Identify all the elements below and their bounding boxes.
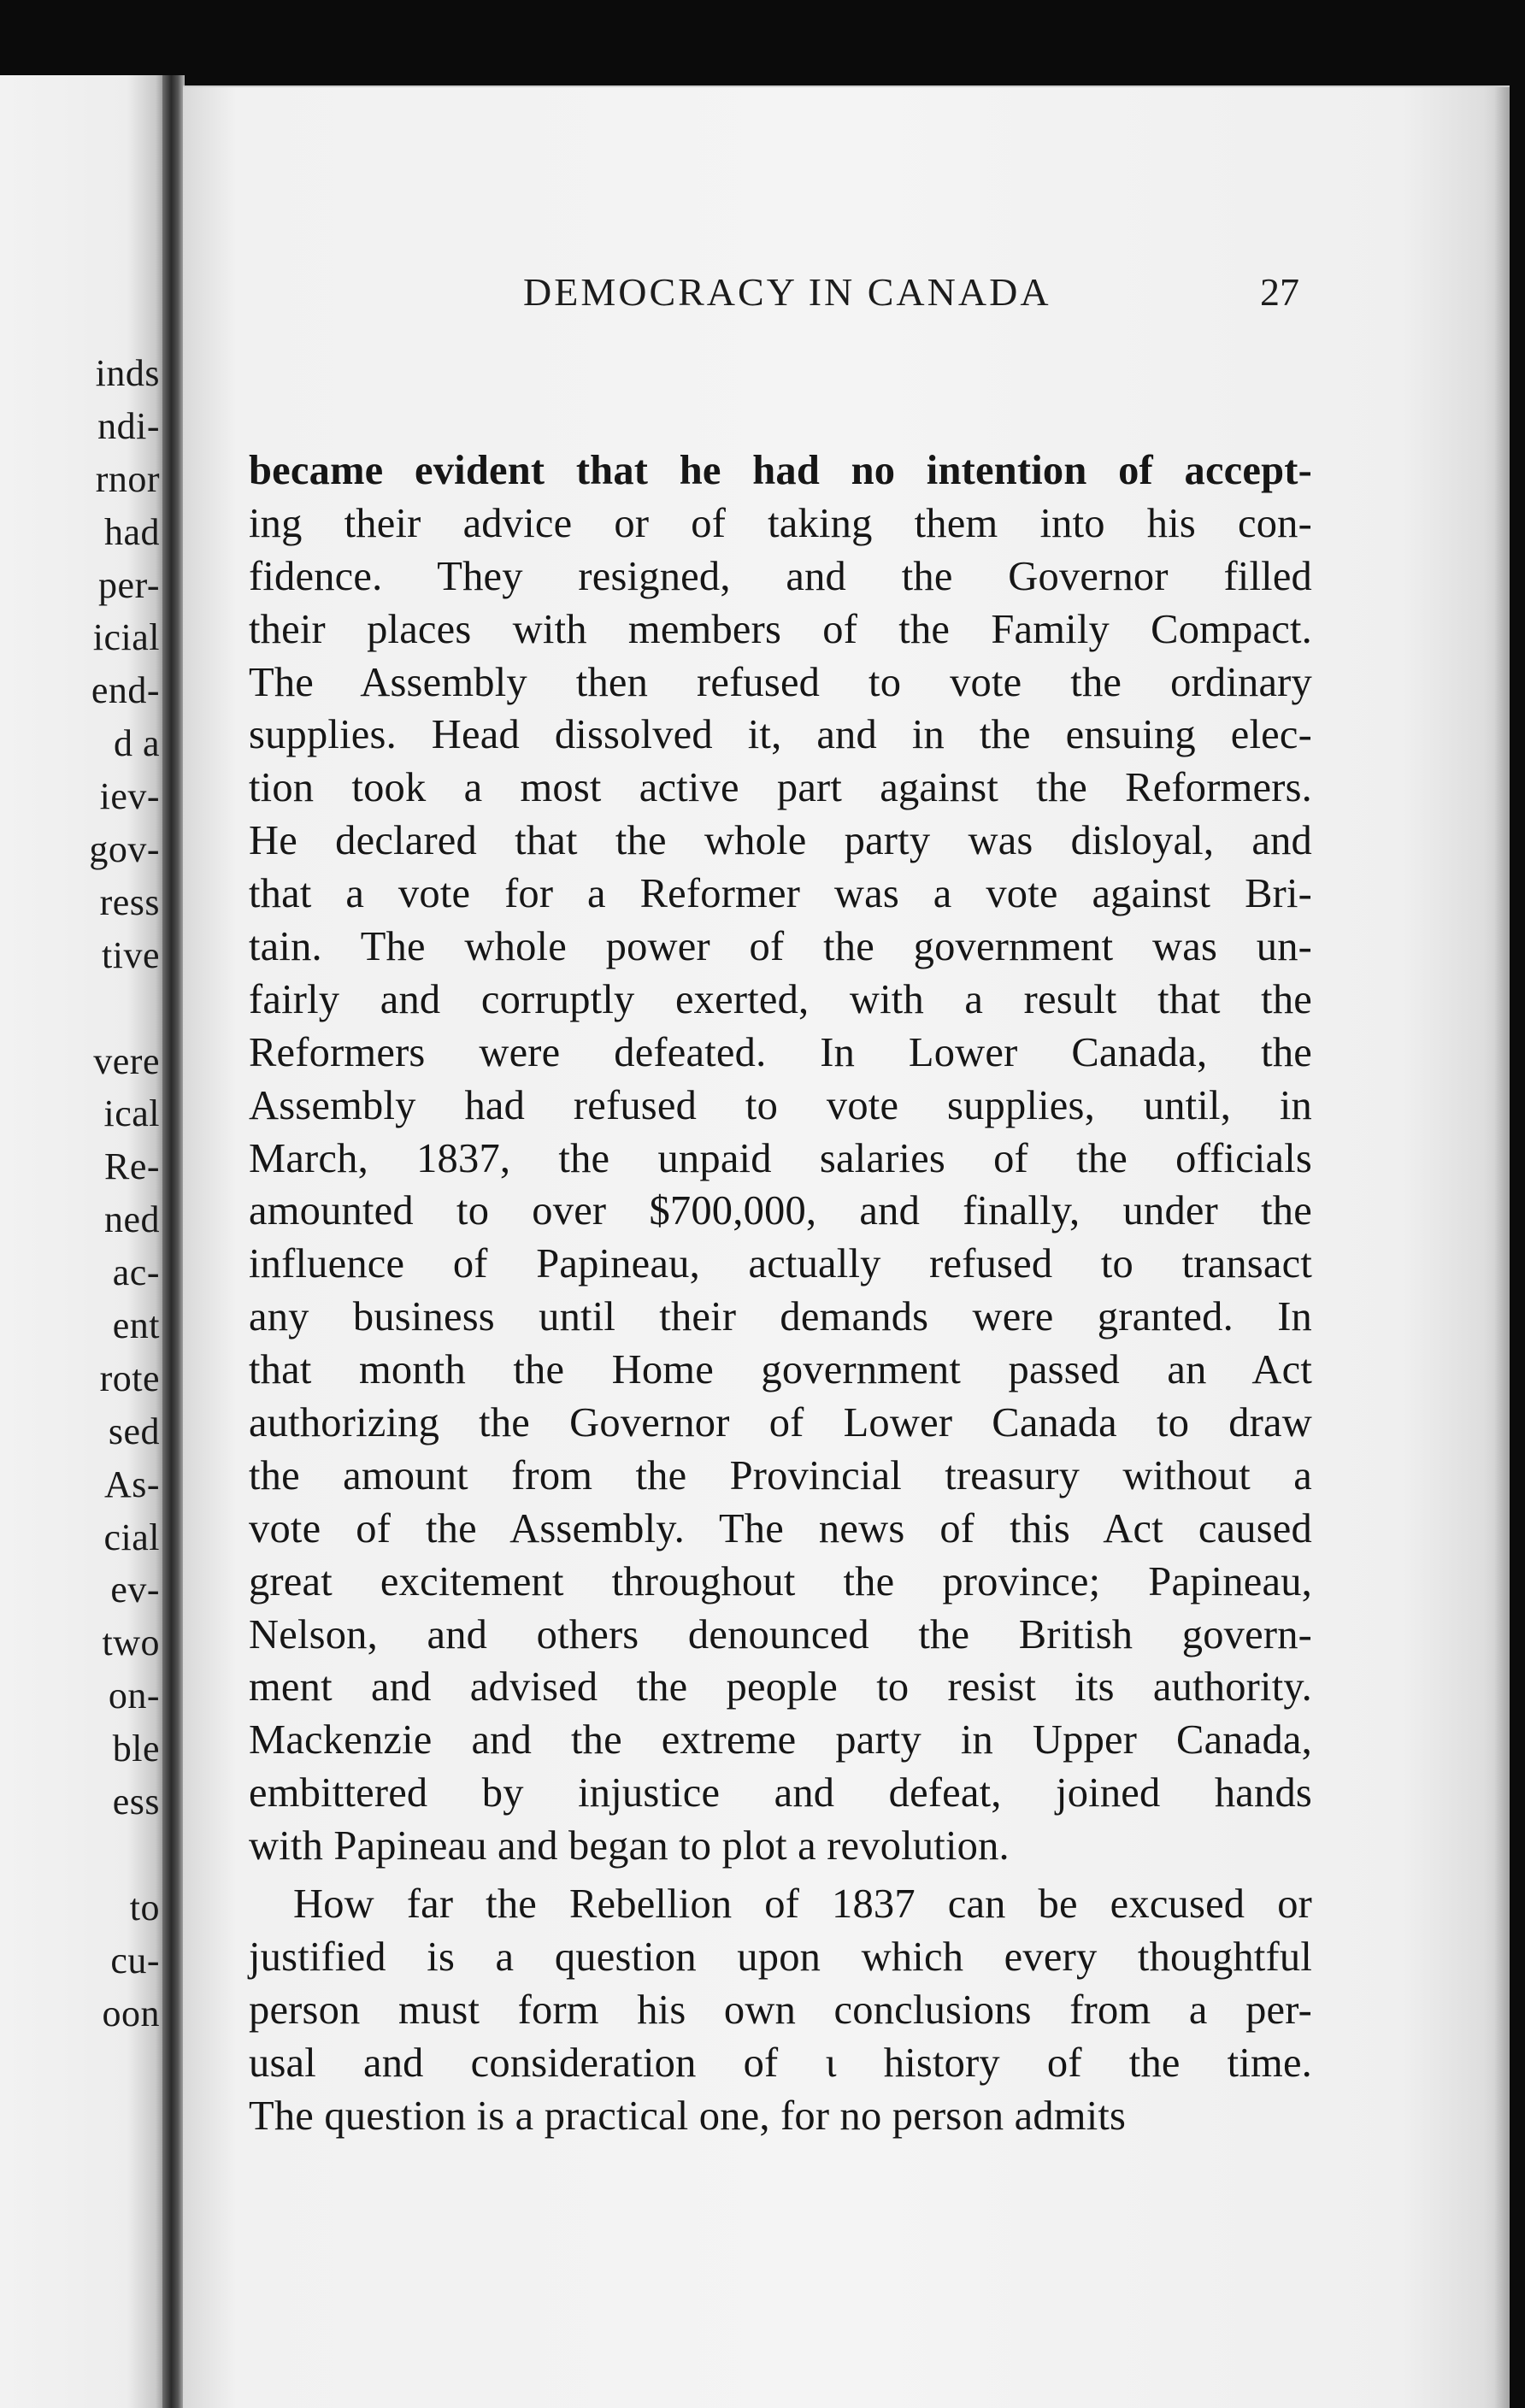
facing-page-fragment: two <box>102 1622 160 1664</box>
text-line: supplies. Head dissolved it, and in the ensuing elec- <box>249 712 1312 758</box>
text-line: fidence. They resigned, and the Governor filled <box>249 553 1312 599</box>
text-line: authorizing the Governor of Lower Canada to draw <box>249 1400 1312 1446</box>
facing-page-fragment: on- <box>108 1675 160 1717</box>
running-head-title: DEMOCRACY IN CANADA <box>523 270 1051 314</box>
facing-page-fragment: As- <box>103 1463 160 1505</box>
text-line: their places with members of the Family Compact. <box>249 606 1312 652</box>
facing-page-fragment: rote <box>99 1357 160 1399</box>
facing-page-fragment: ical <box>103 1092 160 1135</box>
text-line: The Assembly then refused to vote the ordinary <box>249 659 1312 705</box>
text-line: March, 1837, the unpaid salaries of the officials <box>249 1135 1312 1181</box>
text-line: usal and consideration of ι history of the time. <box>249 2040 1312 2086</box>
text-line: Reformers were defeated. In Lower Canada, the <box>249 1029 1312 1075</box>
book-gutter <box>162 75 185 2408</box>
text-line: that a vote for a Reformer was a vote against Bri- <box>249 871 1312 917</box>
facing-page-fragment: rnor <box>95 457 160 500</box>
facing-page-fragment: oon <box>102 1992 160 2034</box>
text-line: fairly and corruptly exerted, with a result that the <box>249 976 1312 1022</box>
text-line: Assembly had refused to vote supplies, until, in <box>249 1082 1312 1128</box>
text-line: the amount from the Provincial treasury without a <box>249 1452 1312 1498</box>
text-line: person must form his own conclusions from a per- <box>249 1987 1312 2033</box>
facing-page-fragment: ess <box>112 1781 160 1823</box>
facing-page-fragment: cu- <box>110 1939 160 1981</box>
text-line: How far the Rebellion of 1837 can be excused or <box>293 1881 1312 1928</box>
facing-page-fragment: tive <box>102 933 160 976</box>
facing-page-fragment: per- <box>98 563 160 606</box>
running-head <box>183 267 1510 318</box>
facing-page-text-fragments <box>0 347 167 2040</box>
facing-page-fragment: ent <box>112 1304 160 1347</box>
facing-page-fragment: ble <box>112 1728 160 1770</box>
text-line: any business until their demands were granted. In <box>249 1294 1312 1340</box>
text-line: The question is a practical one, for no person admits <box>249 2093 1127 2139</box>
text-line: Nelson, and others denounced the British govern- <box>249 1611 1312 1657</box>
facing-page-fragment: gov- <box>89 828 160 871</box>
facing-page-fragment: vere <box>93 1039 160 1082</box>
facing-page-fragment: ev- <box>110 1569 160 1611</box>
facing-page-fragment: inds <box>95 352 160 394</box>
text-line: great excitement throughout the province; Papineau, <box>249 1558 1312 1604</box>
text-line: influence of Papineau, actually refused to transact <box>249 1241 1312 1287</box>
facing-page-fragment: to <box>129 1886 160 1928</box>
facing-page-fragment: end- <box>91 669 160 712</box>
text-line: embittered by injustice and defeat, joined hands <box>249 1770 1312 1816</box>
facing-page-fragment <box>0 982 167 1035</box>
page-number: 27 <box>1260 270 1299 314</box>
paragraph-2 <box>249 1878 1312 2142</box>
text-line: tion took a most active part against the Reformers. <box>249 765 1312 811</box>
text-line: ment and advised the people to resist its authority. <box>249 1664 1312 1710</box>
facing-page-fragment: had <box>103 510 160 553</box>
text-line: ing their advice or of taking them into his con- <box>249 500 1312 546</box>
facing-page-fragment: ress <box>99 880 160 923</box>
book-page <box>183 85 1510 2408</box>
text-line: became evident that he had no intention of accept- <box>249 448 1312 493</box>
facing-page-fragment: ndi- <box>97 404 160 447</box>
facing-page-fragment <box>0 1828 167 1881</box>
facing-page-fragment: Re- <box>103 1145 160 1188</box>
text-line: He declared that the whole party was disloyal, and <box>249 818 1312 864</box>
paragraph-1 <box>249 445 1312 1873</box>
text-line: with Papineau and began to plot a revolution. <box>249 1823 1010 1869</box>
page-edge-shadow <box>1494 87 1510 2408</box>
text-line: that month the Home government passed an Act <box>249 1347 1312 1393</box>
facing-page-edge <box>0 75 169 2408</box>
facing-page-fragment: ned <box>103 1198 160 1241</box>
facing-page-fragment: iev- <box>99 775 160 818</box>
facing-page-fragment: ac- <box>112 1251 160 1294</box>
text-line: vote of the Assembly. The news of this Act caused <box>249 1505 1312 1551</box>
facing-page-fragment: d a <box>113 722 160 765</box>
facing-page-fragment: cial <box>103 1516 160 1558</box>
page-body <box>249 445 1312 2143</box>
facing-page-fragment: icial <box>92 616 160 659</box>
text-line: amounted to over $700,000, and finally, under the <box>249 1188 1312 1234</box>
text-line: Mackenzie and the extreme party in Upper Canada, <box>249 1717 1312 1763</box>
text-line: tain. The whole power of the government was un- <box>249 924 1312 970</box>
facing-page-fragment: sed <box>108 1410 160 1452</box>
text-line: justified is a question upon which every thoughtful <box>249 1934 1312 1980</box>
